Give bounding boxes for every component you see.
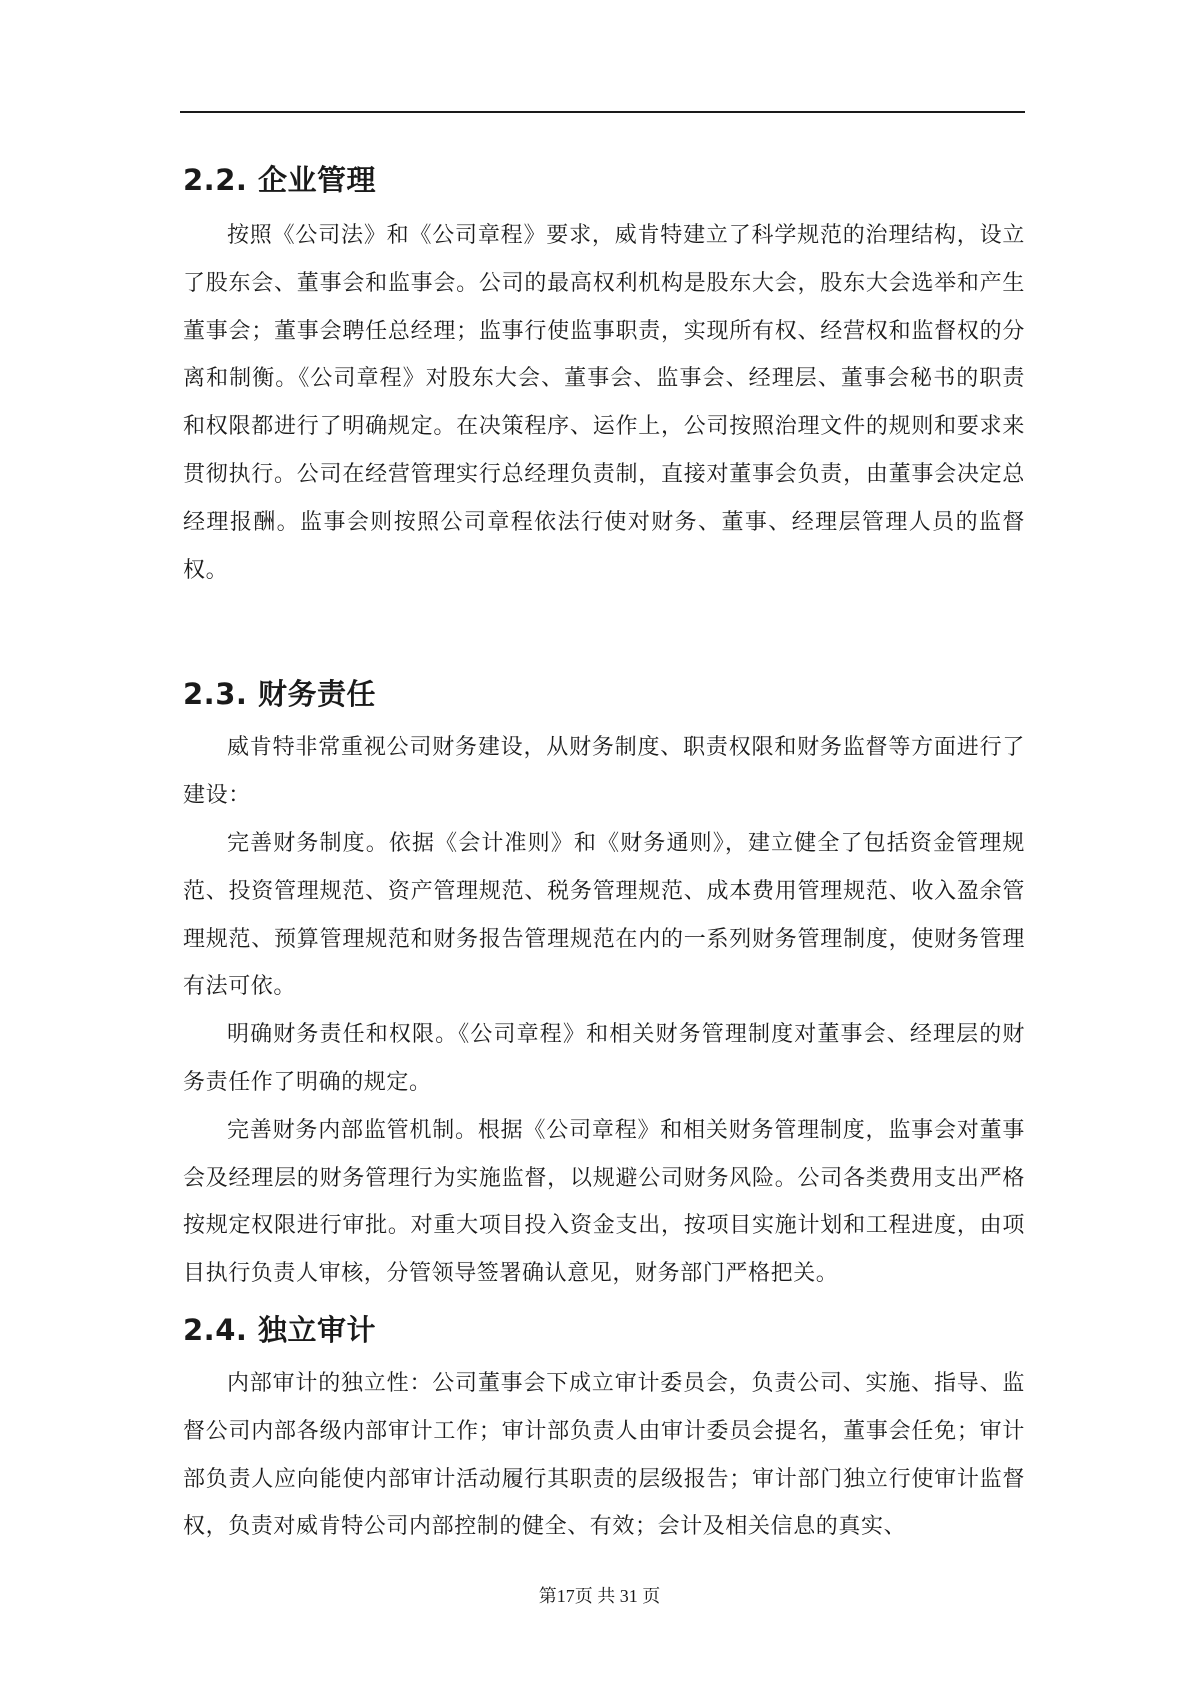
section-financial-responsibility xyxy=(183,664,1025,1298)
body-paragraph: 按照《公司法》和《公司章程》要求，威肯特建立了科学规范的治理结构，设立了股东会、董事会和监事会。公司的最高权利机构是股东大会，股东大会选举和产生董事会；董事会聘任总经理；监事行使监事职责，实现所有权、经营权和监督权的分离和制衡。《公司章程》对股东大会、董事会、监事会、经理层、董事会秘书的职责和权限都进行了明确规定。在决策程序、运作上，公司按照治理文件的规则和要求来贯彻执行。公司在经营管理实行总经理负责制，直接对董事会负责，由董事会决定总经理报酬。监事会则按照公司章程依法行使对财务、董事、经理层管理人员的监督权。 xyxy=(183,223,1025,583)
page-number: 第17页 共 31 页 xyxy=(538,1586,661,1606)
body-paragraph: 完善财务制度。依据《会计准则》和《财务通则》，建立健全了包括资金管理规范、投资管理规范、资产管理规范、税务管理规范、成本费用管理规范、收入盈余管理规范、预算管理规范和财务报告管理规范在内的一系列财务管理制度，使财务管理有法可依。 xyxy=(183,830,1025,1000)
body-paragraph: 内部审计的独立性：公司董事会下成立审计委员会，负责公司、实施、指导、监督公司内部各级内部审计工作；审计部负责人由审计委员会提名，董事会任免；审计部负责人应向能使内部审计活动履行其职责的层级报告；审计部门独立行使审计监督权，负责对威肯特公司内部控制的健全、有效；会计及相关信息的真实、 xyxy=(183,1370,1025,1540)
section-heading: 2.2. 企业管理 xyxy=(183,163,376,197)
body-paragraph: 威肯特非常重视公司财务建设，从财务制度、职责权限和财务监督等方面进行了建设： xyxy=(183,735,1025,809)
section-heading: 2.4. 独立审计 xyxy=(183,1312,376,1347)
header-rule xyxy=(180,111,1025,113)
section-corporate-governance xyxy=(183,150,1025,594)
document-body xyxy=(183,150,1025,1551)
section-independent-audit xyxy=(183,1300,1025,1551)
body-paragraph: 完善财务内部监管机制。根据《公司章程》和相关财务管理制度，监事会对董事会及经理层的财务管理行为实施监督，以规避公司财务风险。公司各类费用支出严格按规定权限进行审批。对重大项目投入资金支出，按项目实施计划和工程进度，由项目执行负责人审核，分管领导签署确认意见，财务部门严格把关。 xyxy=(183,1117,1025,1287)
body-paragraph: 明确财务责任和权限。《公司章程》和相关财务管理制度对董事会、经理层的财务责任作了明确的规定。 xyxy=(183,1022,1025,1095)
section-heading: 2.3. 财务责任 xyxy=(183,677,376,712)
